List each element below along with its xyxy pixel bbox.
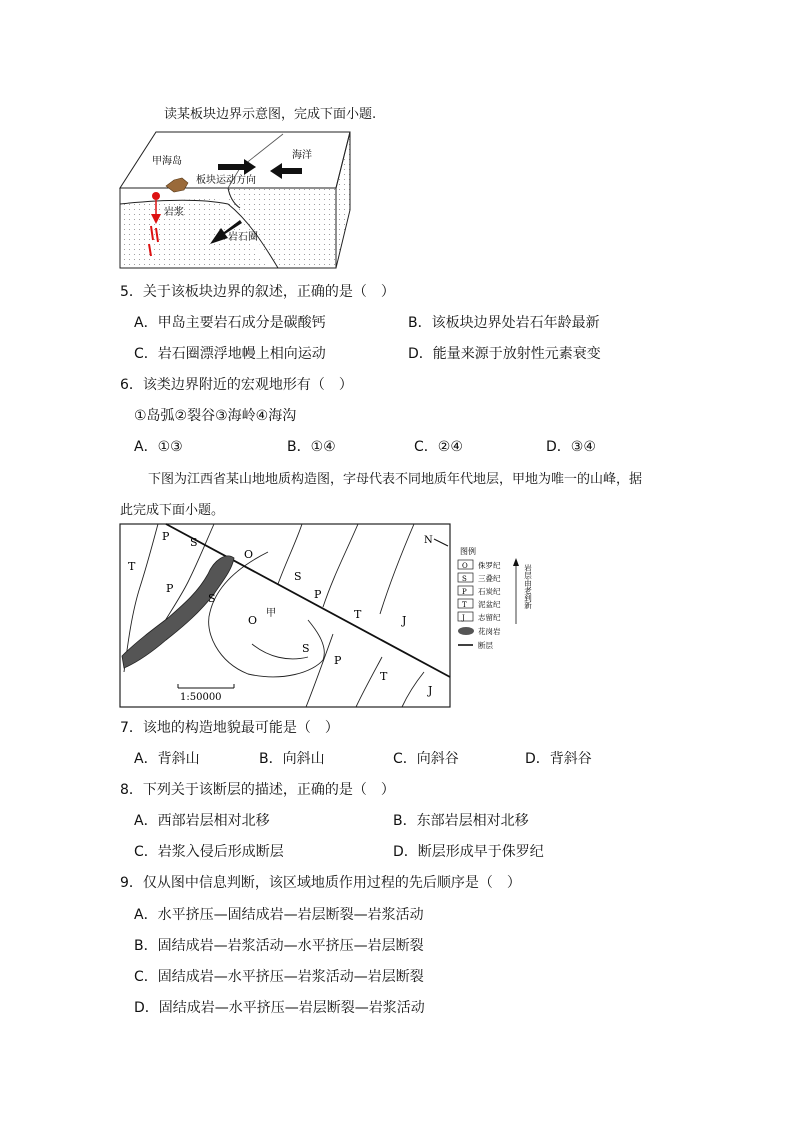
svg-text:志留纪: 志留纪 bbox=[478, 613, 501, 622]
stratum-letter: J bbox=[428, 684, 433, 697]
section-intro-1: 读某板块边界示意图，完成下面小题. bbox=[164, 107, 377, 122]
age-arrow-label: 岩层由老到新 bbox=[523, 564, 533, 609]
svg-text:T: T bbox=[462, 601, 467, 609]
legend-item bbox=[458, 573, 501, 583]
scale-label: 1:50000 bbox=[180, 692, 222, 703]
island-label: 甲海岛 bbox=[152, 156, 182, 167]
svg-text:S: S bbox=[462, 575, 467, 583]
motion-label: 板块运动方向 bbox=[196, 175, 256, 186]
svg-text:三叠纪: 三叠纪 bbox=[478, 574, 501, 583]
q5-option-a[interactable]: A．甲岛主要岩石成分是碳酸钙 bbox=[134, 315, 326, 331]
magma-dot bbox=[152, 192, 160, 200]
q7-option-b[interactable]: B．向斜山 bbox=[259, 751, 325, 767]
stratum-letter: O bbox=[248, 614, 258, 627]
q6-option-b[interactable]: B．①④ bbox=[287, 439, 336, 455]
stratum-letter: P bbox=[314, 588, 322, 601]
legend-item bbox=[458, 599, 501, 609]
q5-option-d[interactable]: D．能量来源于放射性元素衰变 bbox=[408, 346, 601, 362]
stratum-letter: S bbox=[208, 592, 216, 605]
svg-text:侏罗纪: 侏罗纪 bbox=[478, 561, 501, 570]
geologic-map bbox=[118, 522, 452, 710]
q8-option-d[interactable]: D．断层形成早于侏罗纪 bbox=[393, 844, 544, 860]
map-legend bbox=[456, 544, 544, 660]
q8-option-c[interactable]: C．岩浆入侵后形成断层 bbox=[134, 844, 284, 860]
ocean-label: 海洋 bbox=[292, 150, 312, 161]
stratum-letter: O bbox=[244, 548, 254, 561]
stratum-letter: S bbox=[302, 642, 310, 655]
magma-label: 岩浆 bbox=[164, 207, 184, 218]
q6-option-c[interactable]: C．②④ bbox=[414, 439, 463, 455]
stratum-letter: P bbox=[162, 530, 170, 543]
q6-sub-items: ①岛弧②裂谷③海岭④海沟 bbox=[134, 408, 297, 424]
q5-option-c[interactable]: C．岩石圈漂浮地幔上相向运动 bbox=[134, 346, 326, 362]
q5-option-b[interactable]: B．该板块边界处岩石年龄最新 bbox=[408, 315, 600, 331]
map-frame bbox=[120, 524, 450, 707]
q9-option-c[interactable]: C．固结成岩—水平挤压—岩浆活动—岩层断裂 bbox=[134, 969, 424, 985]
svg-text:P: P bbox=[462, 588, 467, 596]
q8-option-a[interactable]: A．西部岩层相对北移 bbox=[134, 813, 270, 829]
q9-option-b[interactable]: B．固结成岩—岩浆活动—水平挤压—岩层断裂 bbox=[134, 938, 424, 954]
legend-granite-swatch bbox=[458, 627, 474, 635]
q6-stem: 6．该类边界附近的宏观地形有（ ） bbox=[120, 377, 353, 393]
svg-text:石炭纪: 石炭纪 bbox=[478, 587, 501, 596]
q7-stem: 7．该地的构造地貌最可能是（ ） bbox=[120, 720, 339, 736]
lithosphere-label: 岩石圈 bbox=[228, 232, 258, 243]
legend-item bbox=[458, 612, 501, 622]
q6-option-d[interactable]: D．③④ bbox=[546, 439, 596, 455]
stratum-letter: S bbox=[294, 570, 302, 583]
legend-item bbox=[458, 586, 501, 596]
north-label: N bbox=[424, 535, 433, 546]
q9-option-d[interactable]: D．固结成岩—水平挤压—岩层断裂—岩浆活动 bbox=[134, 1000, 425, 1016]
stratum-letter: T bbox=[380, 670, 388, 683]
svg-text:J: J bbox=[462, 614, 465, 622]
q7-option-c[interactable]: C．向斜谷 bbox=[393, 751, 459, 767]
section-intro-2-line2: 此完成下面小题。 bbox=[120, 503, 225, 518]
stratum-letter: P bbox=[334, 654, 342, 667]
stratum-letter: T bbox=[354, 608, 362, 621]
legend-fault-label: 断层 bbox=[478, 641, 493, 650]
q8-stem: 8．下列关于该断层的描述，正确的是（ ） bbox=[120, 782, 395, 798]
section-intro-2-line1: 下图为江西省某山地地质构造图，字母代表不同地质年代地层，甲地为唯一的山峰，据 bbox=[148, 472, 643, 487]
svg-text:O: O bbox=[462, 562, 468, 570]
q8-option-b[interactable]: B．东部岩层相对北移 bbox=[393, 813, 529, 829]
q6-option-a[interactable]: A．①③ bbox=[134, 439, 183, 455]
stratum-letter: S bbox=[190, 536, 198, 549]
stratum-letter: J bbox=[402, 614, 407, 627]
q7-option-d[interactable]: D．背斜谷 bbox=[525, 751, 592, 767]
plate-boundary-diagram bbox=[118, 128, 352, 270]
stratum-letter: P bbox=[166, 582, 174, 595]
legend-granite-label: 花岗岩 bbox=[478, 627, 501, 636]
stratum-letter: T bbox=[128, 560, 136, 573]
svg-text:泥盆纪: 泥盆纪 bbox=[478, 600, 501, 609]
jia-label: 甲 bbox=[266, 608, 276, 619]
q9-stem: 9．仅从图中信息判断，该区域地质作用过程的先后顺序是（ ） bbox=[120, 875, 521, 891]
q9-option-a[interactable]: A．水平挤压—固结成岩—岩层断裂—岩浆活动 bbox=[134, 907, 424, 923]
legend-title: 图例 bbox=[460, 547, 476, 556]
q7-option-a[interactable]: A．背斜山 bbox=[134, 751, 200, 767]
q5-stem: 5．关于该板块边界的叙述，正确的是（ ） bbox=[120, 284, 395, 300]
legend-item bbox=[458, 560, 501, 570]
